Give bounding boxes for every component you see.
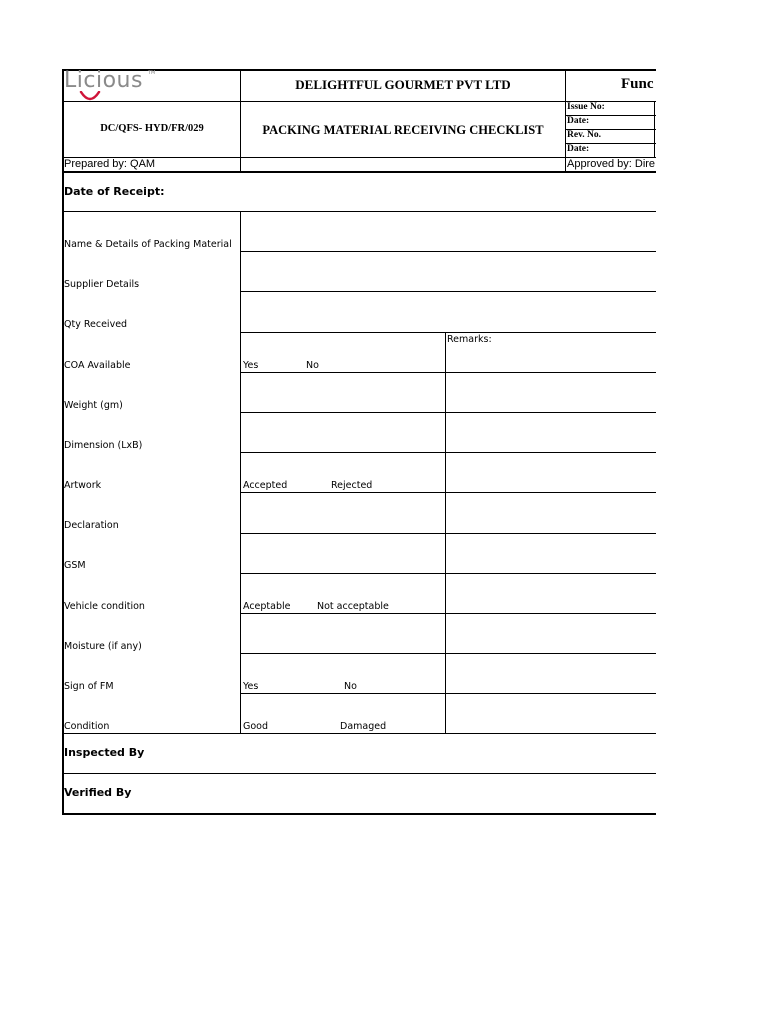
form-row-line — [240, 332, 656, 333]
condition-option-damaged[interactable]: Damaged — [340, 721, 387, 732]
inspected-by-label: Inspected By — [64, 746, 145, 759]
form-row-line — [62, 773, 656, 774]
row-label-qty-received: Qty Received — [64, 319, 128, 330]
function-title-cut: Func — [621, 76, 654, 92]
approved-by: Approved by: Dire — [567, 158, 655, 170]
meta-date: Date: — [567, 116, 590, 126]
vehicle-option-not-acceptable[interactable]: Not acceptable — [317, 601, 389, 612]
form-row-line — [240, 653, 656, 654]
date-of-receipt-label: Date of Receipt: — [64, 185, 165, 198]
meta-col-line — [654, 101, 655, 157]
verified-by-label: Verified By — [64, 786, 132, 799]
form-row-line — [240, 251, 656, 252]
remarks-label: Remarks: — [447, 334, 492, 345]
form-col-divider-2 — [445, 332, 446, 733]
condition-option-good[interactable]: Good — [243, 721, 269, 732]
row-label-moisture: Moisture (if any) — [64, 641, 142, 652]
row-label-condition: Condition — [64, 721, 110, 732]
row-label-declaration: Declaration — [64, 520, 119, 531]
document-title: PACKING MATERIAL RECEIVING CHECKLIST — [262, 123, 544, 137]
row-label-sign-of-fm: Sign of FM — [64, 681, 114, 692]
fm-option-yes[interactable]: Yes — [243, 681, 259, 692]
meta-issue-no: Issue No: — [567, 102, 605, 112]
row-label-weight: Weight (gm) — [64, 400, 123, 411]
logo-smile-icon — [79, 91, 101, 103]
document-code: DC/QFS- HYD/FR/029 — [100, 123, 204, 134]
meta-rev-no: Rev. No. — [567, 130, 602, 140]
form-row-line — [62, 733, 656, 734]
row-label-artwork: Artwork — [64, 480, 102, 491]
logo-text: Licious — [64, 68, 143, 93]
header-bottom-border — [62, 171, 656, 173]
form-row-line — [240, 291, 656, 292]
form-row-line — [240, 533, 656, 534]
form-bottom-border — [62, 813, 656, 815]
logo-tm: TM — [148, 70, 156, 76]
form-col-divider-1 — [240, 211, 241, 733]
prepared-by: Prepared by: QAM — [64, 158, 156, 170]
row-label-vehicle-condition: Vehicle condition — [64, 601, 145, 612]
row-label-gsm: GSM — [64, 560, 86, 571]
form-row-line — [240, 693, 656, 694]
meta-rev-date: Date: — [567, 144, 590, 154]
company-name: DELIGHTFUL GOURMET PVT LTD — [295, 77, 511, 92]
vehicle-option-acceptable[interactable]: Aceptable — [243, 601, 291, 612]
company-logo — [64, 68, 174, 104]
artwork-option-accepted[interactable]: Accepted — [243, 480, 288, 491]
coa-option-no[interactable]: No — [306, 360, 319, 371]
form-row-line — [240, 492, 656, 493]
artwork-option-rejected[interactable]: Rejected — [331, 480, 373, 491]
row-label-dimension: Dimension (LxB) — [64, 440, 143, 451]
row-label-coa-available: COA Available — [64, 360, 131, 371]
form-row-line — [240, 412, 656, 413]
form-row-line — [62, 211, 656, 212]
row-label-supplier-details: Supplier Details — [64, 279, 140, 290]
fm-option-no[interactable]: No — [344, 681, 357, 692]
coa-option-yes[interactable]: Yes — [243, 360, 259, 371]
form-row-line — [240, 372, 656, 373]
form-row-line — [240, 613, 656, 614]
form-row-line — [240, 573, 656, 574]
form-row-line — [240, 452, 656, 453]
row-label-packing-material: Name & Details of Packing Material — [64, 239, 232, 250]
